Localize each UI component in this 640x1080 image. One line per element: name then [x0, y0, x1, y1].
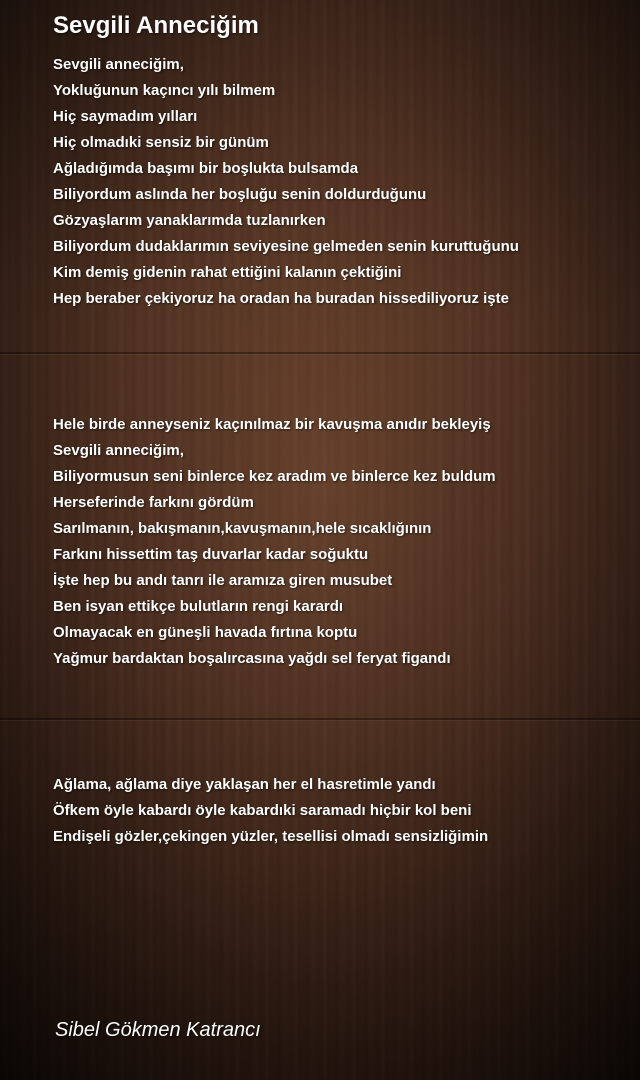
- poem-line: Hep beraber çekiyoruz ha oradan ha buradan hissediliyoruz işte: [53, 290, 509, 307]
- poem-line: Öfkem öyle kabardı öyle kabardıki saramadı hiçbir kol beni: [53, 802, 472, 819]
- poem-line: Yokluğunun kaçıncı yılı bilmem: [53, 82, 276, 99]
- poem-line: Endişeli gözler,çekingen yüzler, tesellisi olmadı sensizliğimin: [53, 828, 489, 845]
- stanza-3: [53, 772, 488, 850]
- wood-plank-seam: [0, 718, 640, 720]
- poem-line: Hiç saymadım yılları: [53, 108, 198, 125]
- poem-line: Sevgili anneciğim,: [53, 56, 184, 73]
- poem-line: Sarılmanın, bakışmanın,kavuşmanın,hele sıcaklığının: [53, 520, 432, 537]
- poem-line: Biliyormusun seni binlerce kez aradım ve binlerce kez buldum: [53, 468, 496, 485]
- poem-line: Herseferinde farkını gördüm: [53, 494, 254, 511]
- stanza-2: [53, 412, 496, 672]
- poem-line: Olmayacak en güneşli havada fırtına koptu: [53, 624, 358, 641]
- poem-line: Ağladığımda başımı bir boşlukta bulsamda: [53, 160, 359, 177]
- poem-line: Hele birde anneyseniz kaçınılmaz bir kavuşma anıdır bekleyiş: [53, 416, 491, 433]
- stanza-1: [53, 52, 519, 312]
- poem-line: Hiç olmadıki sensiz bir günüm: [53, 134, 269, 151]
- poem-line: Biliyordum aslında her boşluğu senin doldurduğunu: [53, 186, 427, 203]
- poem-line: Sevgili anneciğim,: [53, 442, 184, 459]
- poem-line: Biliyordum dudaklarımın seviyesine gelmeden senin kuruttuğunu: [53, 238, 519, 255]
- wood-plank-seam: [0, 352, 640, 354]
- poem-author: Sibel Gökmen Katrancı: [55, 1019, 261, 1041]
- poem-line: Farkını hissettim taş duvarlar kadar soğuktu: [53, 546, 369, 563]
- poem-line: İşte hep bu andı tanrı ile aramıza giren musubet: [53, 572, 393, 589]
- poem-line: Ben isyan ettikçe bulutların rengi karardı: [53, 598, 344, 615]
- poem-line: Ağlama, ağlama diye yaklaşan her el hasretimle yandı: [53, 776, 436, 793]
- poem-line: Kim demiş gidenin rahat ettiğini kalanın çektiğini: [53, 264, 402, 281]
- poem-title: Sevgili Anneciğim: [53, 12, 259, 39]
- poem-line: Yağmur bardaktan boşalırcasına yağdı sel feryat figandı: [53, 650, 451, 667]
- poem-line: Gözyaşlarım yanaklarımda tuzlanırken: [53, 212, 326, 229]
